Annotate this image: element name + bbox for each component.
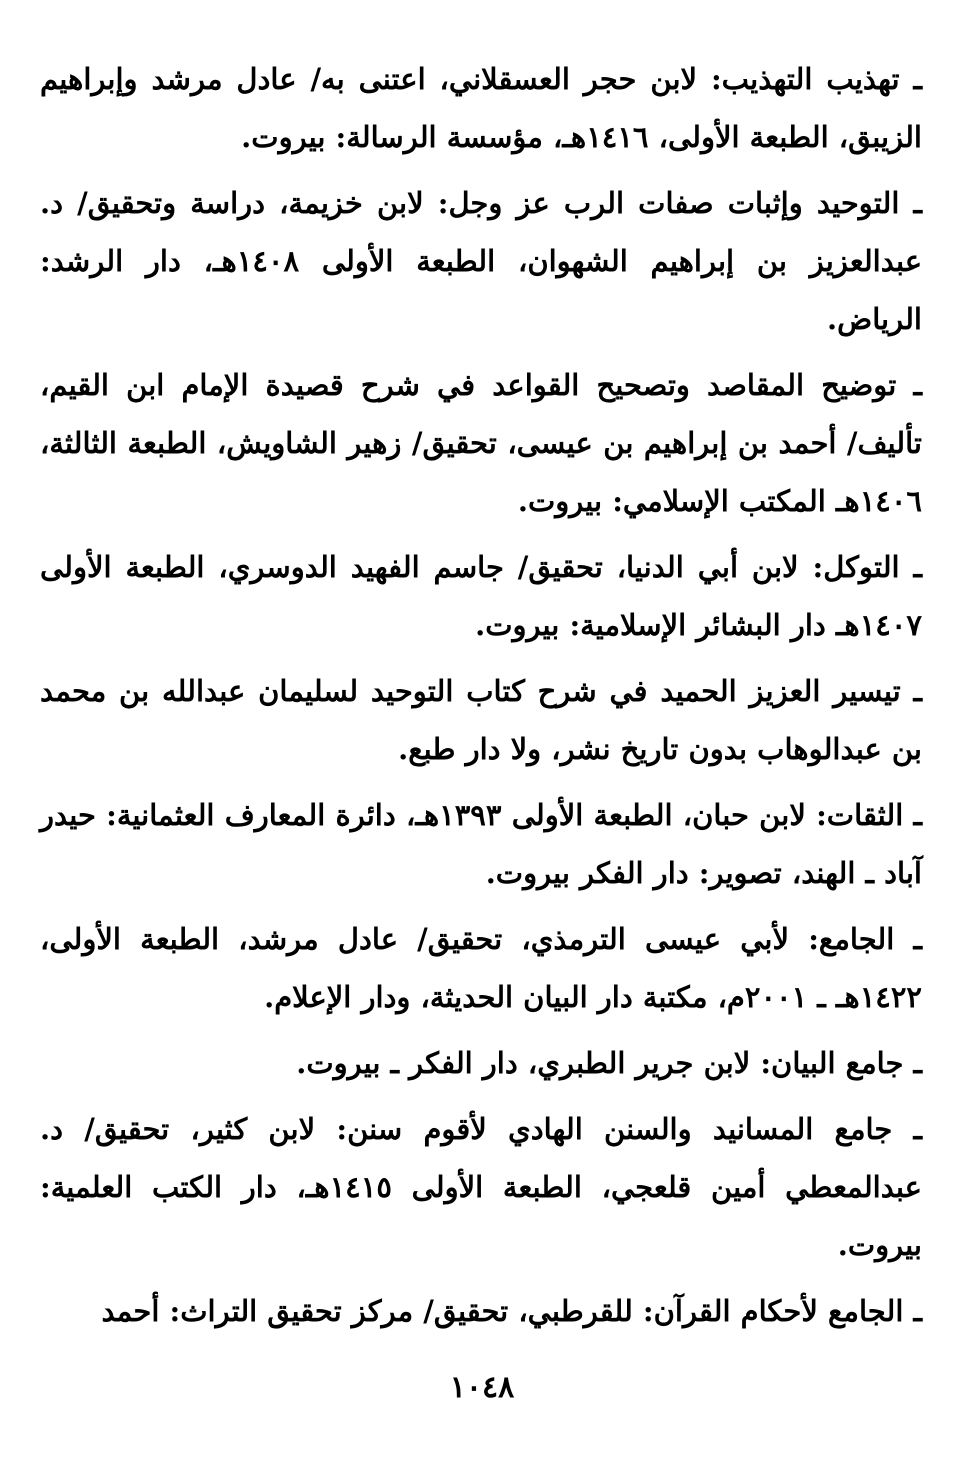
bibliography-entry: ـ تيسير العزيز الحميد في شرح كتاب التوحيد لسليمان عبدالله بن محمد بن عبدالوهاب بدون تاريخ نشر، ولا دار طبع. [40, 674, 922, 766]
bibliography-entry: ـ الجامع: لأبي عيسى الترمذي، تحقيق/ عادل مرشد، الطبعة الأولى، ١٤٢٢هـ ـ ٢٠٠١م، مكتبة دار البيان الحديثة، ودار الإعلام. [40, 922, 922, 1014]
bibliography-entry: ـ توضيح المقاصد وتصحيح القواعد في شرح قصيدة الإمام ابن القيم، تأليف/ أحمد بن إبراهيم بن عيسى، تحقيق/ زهير الشاويش، الطبعة الثالثة، ١٤٠٦هـ المكتب الإسلامي: بيروت. [40, 368, 922, 518]
page-number: ١٠٤٨ [449, 1370, 515, 1405]
bibliography-entry: ـ الجامع لأحكام القرآن: للقرطبي، تحقيق/ مركز تحقيق التراث: أحمد [101, 1294, 922, 1328]
bibliography-entry: ـ جامع البيان: لابن جرير الطبري، دار الفكر ـ بيروت. [296, 1046, 922, 1080]
bibliography-entry: ـ التوكل: لابن أبي الدنيا، تحقيق/ جاسم الفهيد الدوسري، الطبعة الأولى ١٤٠٧هـ دار البشائر الإسلامية: بيروت. [40, 550, 922, 642]
bibliography-entry: ـ التوحيد وإثبات صفات الرب عز وجل: لابن خزيمة، دراسة وتحقيق/ د. عبدالعزيز بن إبراهيم الشهوان، الطبعة الأولى ١٤٠٨هـ، دار الرشد: الرياض. [40, 186, 922, 336]
bibliography-page [40, 50, 922, 1348]
bibliography-entry: ـ جامع المسانيد والسنن الهادي لأقوم سنن: لابن كثير، تحقيق/ د. عبدالمعطي أمين قلعجي، الطبعة الأولى ١٤١٥هـ، دار الكتب العلمية: بيروت. [40, 1112, 922, 1262]
bibliography-entry: ـ الثقات: لابن حبان، الطبعة الأولى ١٣٩٣هـ، دائرة المعارف العثمانية: حيدر آباد ـ الهند، تصوير: دار الفكر بيروت. [40, 798, 922, 890]
bibliography-entry: ـ تهذيب التهذيب: لابن حجر العسقلاني، اعتنى به/ عادل مرشد وإبراهيم الزيبق، الطبعة الأولى، ١٤١٦هـ، مؤسسة الرسالة: بيروت. [40, 62, 922, 154]
